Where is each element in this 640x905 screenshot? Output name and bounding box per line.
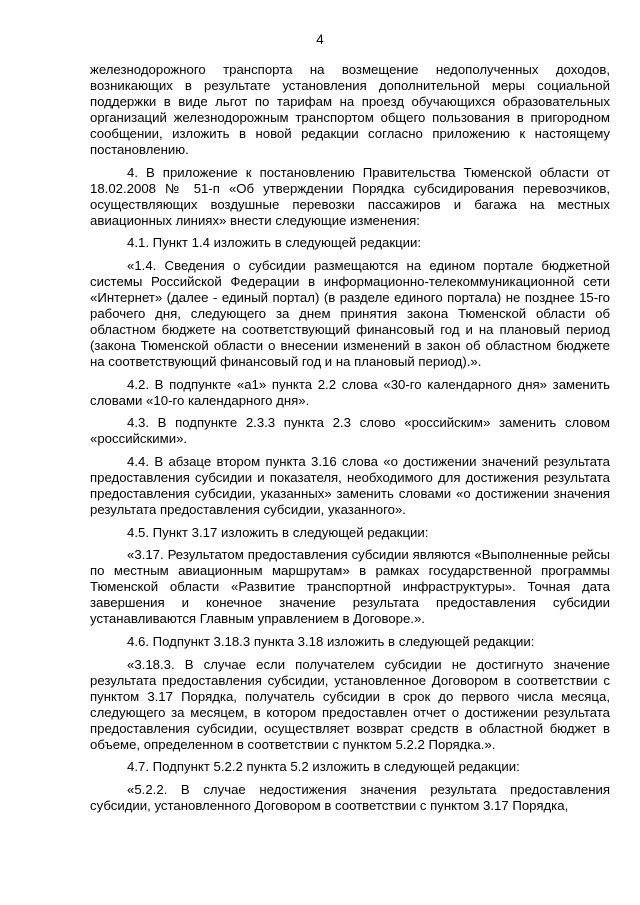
page-number: 4	[316, 32, 324, 47]
paragraph-quote-5-2-2: «5.2.2. В случае недостижения значения результата предоставления субсидии, установленного Договором в соответствии с пунктом 3.17 Порядка,	[90, 781, 610, 813]
paragraph-continuation: железнодорожного транспорта на возмещение недополученных доходов, возникающих в результате установления дополнительной меры социальной поддержки в виде льгот по тарифам на проезд обучающихся образовательных организаций железнодорожным транспортом общего пользования в пригородном сообщении, изложить в новой редакции согласно приложению к настоящему постановлению.	[90, 62, 610, 158]
paragraph-quote-3-17: «3.17. Результатом предоставления субсидии являются «Выполненные рейсы по местным авиационным маршрутам» в рамках государственной программы Тюменской области «Развитие транспортной инфраструктуры». Точная дата завершения и конечное значение результата предоставления субсидии устанавливаются Главным управлением в Договоре.».	[90, 547, 610, 627]
paragraph-item-4: 4. В приложение к постановлению Правительства Тюменской области от 18.02.2008 № 51-п «Об утверждении Порядка субсидирования перевозчиков, осуществляющих воздушные перевозки пассажиров и багажа на местных авиационных линиях» внести следующие изменения:	[90, 164, 610, 228]
paragraph-item-4-4: 4.4. В абзаце втором пункта 3.16 слова «о достижении значений результата предоставления субсидии и показателя, необходимого для достижения результата предоставления субсидии, указанных» заменить словами «о достижении значения результата предоставления субсидии, указанного».	[90, 454, 610, 518]
paragraph-item-4-7: 4.7. Подпункт 5.2.2 пункта 5.2 изложить в следующей редакции:	[127, 759, 520, 775]
document-body	[90, 62, 610, 814]
paragraph-quote-3-18-3: «3.18.3. В случае если получателем субсидии не достигнуто значение результата предоставления субсидии, установленное Договором в соответствии с пунктом 3.17 Порядка, получатель субсидии в срок до первого числа месяца, следующего за месяцем, в котором предоставлен отчет о достижении результата предоставления субсидии, осуществляет возврат средств в областной бюджет в объеме, определенном в соответствии с пунктом 5.2.2 Порядка.».	[90, 656, 610, 752]
paragraph-item-4-1: 4.1. Пункт 1.4 изложить в следующей редакции:	[127, 235, 422, 251]
paragraph-item-4-6: 4.6. Подпункт 3.18.3 пункта 3.18 изложить в следующей редакции:	[127, 634, 535, 649]
paragraph-quote-1-4: «1.4. Сведения о субсидии размещаются на едином портале бюджетной системы Российской Федерации в информационно-телекоммуникационной сети «Интернет» (далее - единый портал) (в разделе единого портала) не позднее 15-го рабочего дня, следующего за днем принятия закона Тюменской области об областном бюджете на соответствующий финансовый год и на плановый период (закона Тюменской области о внесении изменений в закон об областном бюджете на соответствующий финансовый год и на плановый период).».	[90, 258, 610, 370]
paragraph-item-4-3: 4.3. В подпункте 2.3.3 пункта 2.3 слово «российским» заменить словом «российскими».	[90, 415, 610, 447]
paragraph-item-4-5: 4.5. Пункт 3.17 изложить в следующей редакции:	[127, 524, 429, 540]
paragraph-item-4-2: 4.2. В подпункте «а1» пункта 2.2 слова «30-го календарного дня» заменить словами «10-го календарного дня».	[90, 376, 610, 408]
